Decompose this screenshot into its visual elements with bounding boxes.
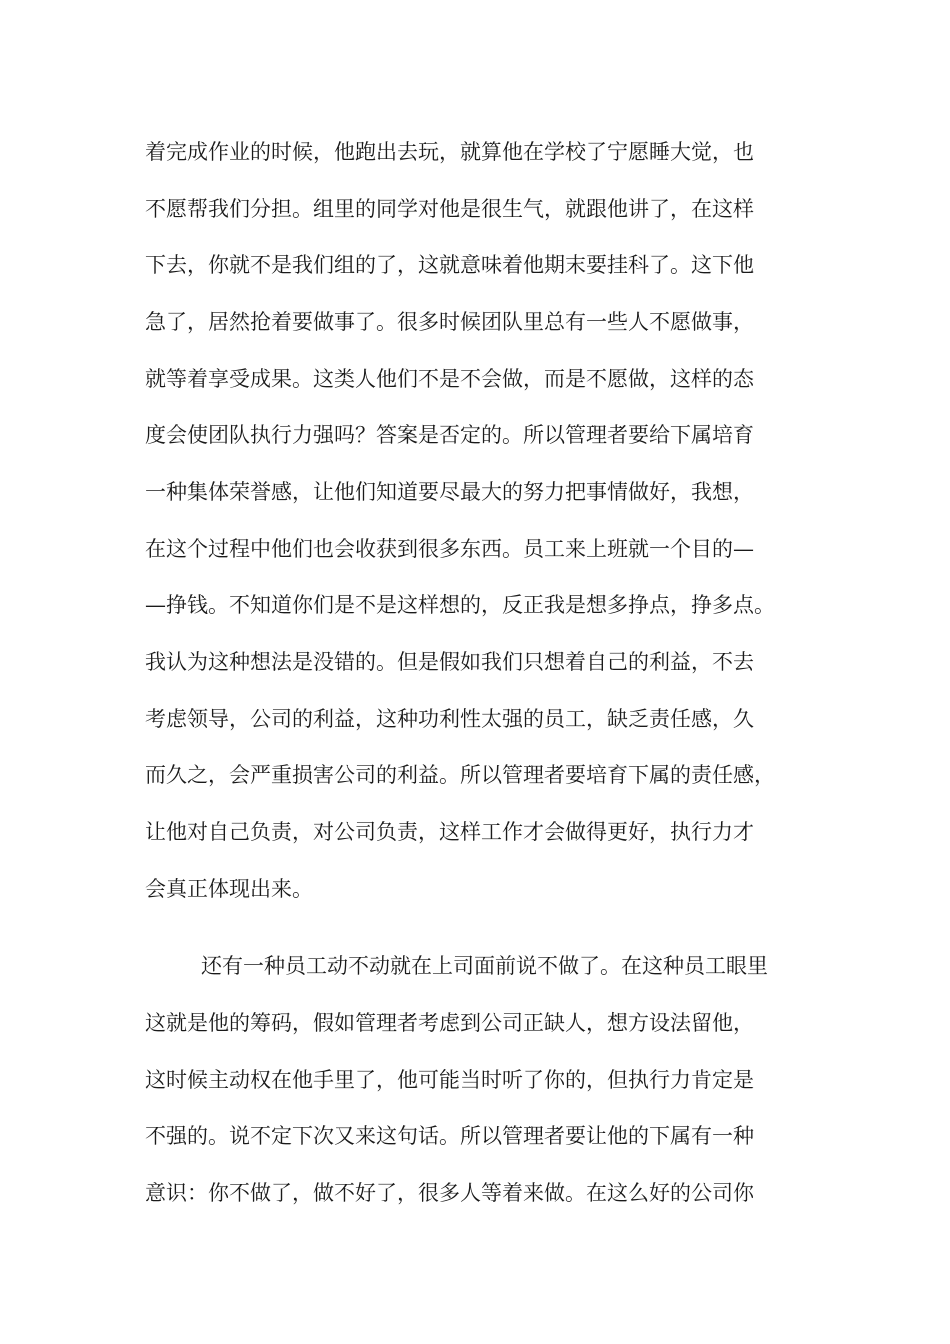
text-line: 急了，居然抢着要做事了。很多时候团队里总有一些人不愿做事， [145,310,754,334]
text-line: 而久之，会严重损害公司的利益。所以管理者要培育下属的责任感， [145,763,775,787]
text-line: 着完成作业的时候，他跑出去玩，就算他在学校了宁愿睡大觉，也 [145,140,754,164]
text-line: 就等着享受成果。这类人他们不是不会做，而是不愿做，这样的态 [145,367,754,391]
text-line: 一种集体荣誉感，让他们知道要尽最大的努力把事情做好，我想， [145,480,754,504]
text-line: 不强的。说不定下次又来这句话。所以管理者要让他的下属有一种 [145,1124,754,1148]
text-line: 这就是他的筹码，假如管理者考虑到公司正缺人，想方设法留他， [145,1011,754,1035]
text-line: —挣钱。不知道你们是不是这样想的，反正我是想多挣点，挣多点。 [145,593,775,617]
text-line: 下去，你就不是我们组的了，这就意味着他期末要挂科了。这下他 [145,253,754,277]
text-line: 在这个过程中他们也会收获到很多东西。员工来上班就一个目的— [145,537,754,561]
text-line: 不愿帮我们分担。组里的同学对他是很生气，就跟他讲了，在这样 [145,197,754,221]
text-line: 我认为这种想法是没错的。但是假如我们只想着自己的利益，不去 [145,650,754,674]
text-line: 考虑领导，公司的利益，这种功利性太强的员工，缺乏责任感，久 [145,707,754,731]
text-line: 还有一种员工动不动就在上司面前说不做了。在这种员工眼里 [201,954,768,978]
text-line: 这时候主动权在他手里了，他可能当时听了你的，但执行力肯定是 [145,1068,754,1092]
text-line: 意识：你不做了，做不好了，很多人等着来做。在这么好的公司你 [145,1181,754,1205]
text-line: 度会使团队执行力强吗？答案是否定的。所以管理者要给下属培育 [145,423,754,447]
text-line: 让他对自己负责，对公司负责，这样工作才会做得更好，执行力才 [145,820,754,844]
text-line: 会真正体现出来。 [145,877,313,901]
